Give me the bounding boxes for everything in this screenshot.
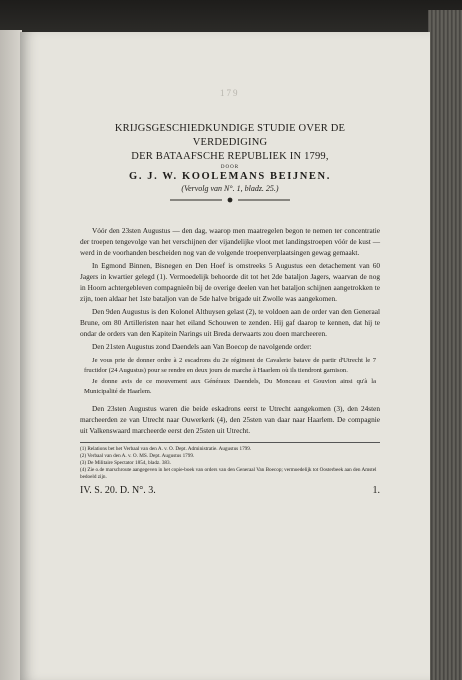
title-line-1: KRIJGSGESCHIEDKUNDIGE STUDIE OVER DE VERDEDIGING (114, 123, 346, 148)
paragraph: Den 23sten Augustus waren die beide eskadrons eerst te Utrecht aangekomen (3), den 24sten marcheerden ze van Utrecht naar Ouwerkerk (4), den 25sten van daar naar Haarlem. De compagnie uit Valkenswaard marcheerde eerst den 25sten uit Utrecht. (80, 404, 380, 435)
paragraph: Den 21sten Augustus zond Daendels aan Van Boecop de navolgende order: (92, 342, 312, 351)
paragraph: In Egmond Binnen, Bisnegen en Den Hoef is omstreeks 5 Augustus een detachement van 60 Jagers in kwartier gelegd (1). Vermoedelijk behoorde dit tot het 2de bataljon Jagers, waarvan de nog in Hoorn achtergebleven compagnieën bij de overige deelen van het bataljon schijnen aangetrokken te zijn, toen aldaar het 1ste bataljon van de 5de halve brigade uit Zwolle was aangekomen. (80, 261, 380, 303)
by-line: DOOR (220, 165, 240, 170)
quote-paragraph: Je vous prie de donner ordre à 2 escadrons du 2e régiment de Cavalerie batave de partir d'Utrecht le 7 fructidor (24 Augustus) pour se rendre en deux jours de marche à Haarlem où ils tiendront garnison. (84, 357, 376, 374)
footnote: (4) Zie o.de marschroute aangegeven in het copie-boek van orders van den Generaal Van Boecop; vermoedelijk tot Oosterbeek aan den Amstel bedoeld zijn. (80, 467, 377, 480)
quoted-order (80, 356, 380, 397)
author-name: G. J. W. KOOLEMANS BEIJNEN. (129, 171, 331, 182)
footnote: (1) Relations bet het Verbaal van den A. v. O. Dept. Administratie. Augustus 1799. (80, 446, 252, 452)
quote-paragraph: Je donne avis de ce mouvement aux Généraux Daendels, Du Monceau et Gouvion ainsi qu'à la Municipalité de Haarlem. (84, 378, 376, 395)
paragraph: Vóór den 23sten Augustus — den dag, waarop men maatregelen begon te nemen ter concentratie der troepen tengevolge van het verschijnen der vijandelijke vloot met landingstroepen vóór de kust — werd in de voorhanden bescheiden nog van de volgende troepenverplaatsingen gewag gemaakt. (80, 226, 380, 257)
article-body (80, 225, 380, 436)
ornament-rule (170, 197, 290, 203)
title-line-2: DER BATAAFSCHE REPUBLIEK IN 1799, (131, 151, 329, 162)
bleed-through-text: 179 (220, 88, 240, 98)
signature-mark: IV. S. 20. D. N°. 3. (80, 485, 156, 496)
footnotes (80, 442, 380, 481)
continuation-note: (Vervolg van N°. 1, bladz. 25.) (181, 184, 279, 193)
paragraph: Den 9den Augustus is den Kolonel Althuysen gelast (2), te voldoen aan de order van den Generaal Brune, om 80 Artilleristen naar het eiland Schouwen te zenden. Hij gaf daarop te kennen, dat hij te ondar de orders van den Kapitein Narings uit Breda derwaarts zou doen marcheeren. (80, 307, 380, 338)
page (20, 32, 430, 680)
footnote: (3) De Militaire Spectator 1854, bladz. 383. (80, 460, 171, 466)
footnote: (2) Verbaal van den A. v. O. MS. Dept. Augustus 1799. (80, 453, 195, 459)
page-footer (80, 485, 380, 496)
article-title (80, 122, 380, 164)
sheet-number: 1. (372, 485, 380, 496)
left-page-leaf (0, 30, 22, 680)
book-page-edges (428, 10, 462, 680)
page-content (80, 122, 380, 496)
